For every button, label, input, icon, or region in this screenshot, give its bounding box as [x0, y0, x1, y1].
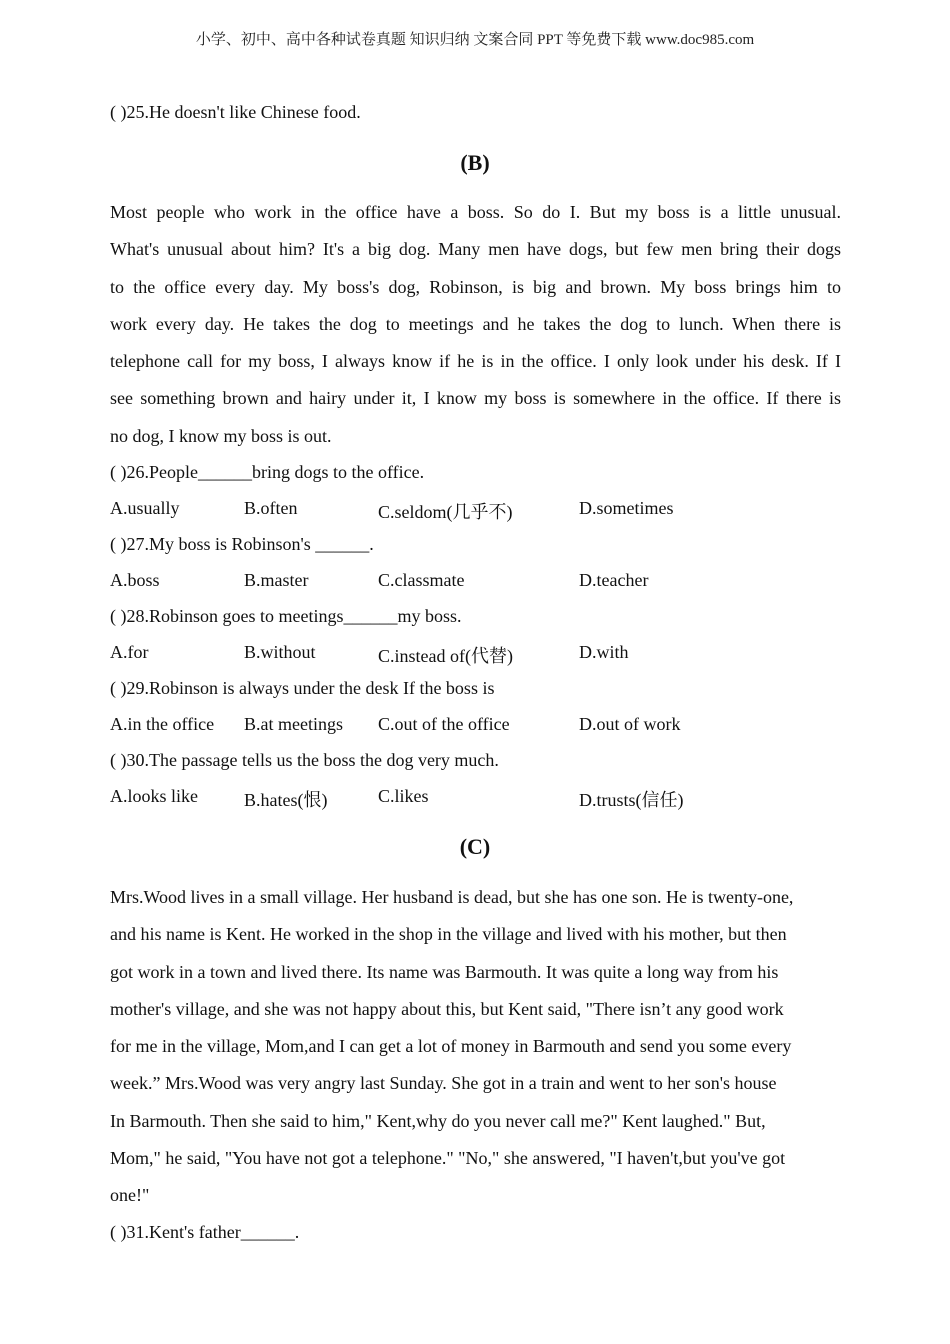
passage-line: work every day. He takes the dog to meetings and he takes the dog to lunch. When there is [110, 313, 841, 334]
passage-line: and his name is Kent. He worked in the shop in the village and lived with his mother, but then [110, 924, 787, 945]
question-31: ( )31.Kent's father______. [110, 1222, 300, 1242]
passage-line: What's unusual about him? It's a big dog. Many men have dogs, but few men bring their dogs [110, 239, 841, 260]
option-a: A.in the office [110, 714, 215, 734]
section-b-passage [110, 194, 841, 455]
option-c: C.out of the office [378, 714, 510, 734]
option-a: A.looks like [110, 786, 198, 806]
option-b: B.master [244, 570, 309, 590]
option-d: D.teacher [579, 570, 649, 590]
option-d: D.out of work [579, 714, 681, 734]
passage-line: got work in a town and lived there. Its name was Barmouth. It was quite a long way from his [110, 961, 779, 982]
passage-line: Mom," he said, "You have not got a telephone." "No," she answered, "I haven't,but you've got [110, 1148, 786, 1169]
option-b: B.at meetings [244, 714, 343, 734]
question-27: ( )27.My boss is Robinson's ______. [110, 534, 374, 554]
passage-line: Mrs.Wood lives in a small village. Her husband is dead, but she has one son. He is twenty-one, [110, 887, 794, 907]
option-b: B.often [244, 498, 298, 518]
passage-line: to the office every day. My boss's dog, Robinson, is big and brown. My boss brings him to [110, 276, 841, 297]
section-b-heading: (B) [460, 150, 490, 175]
option-a: A.usually [110, 498, 180, 518]
option-c: C.seldom(几乎不) [378, 502, 513, 522]
question-25: ( )25.He doesn't like Chinese food. [110, 102, 361, 122]
section-c-passage [110, 879, 841, 1215]
passage-line: In Barmouth. Then she said to him," Kent,why do you never call me?" Kent laughed." But, [110, 1110, 766, 1131]
section-c-heading: (C) [459, 834, 491, 859]
page-header: 小学、初中、高中各种试卷真题 知识归纳 文案合同 PPT 等免费下载 www.doc985.com [195, 32, 755, 48]
question-28: ( )28.Robinson goes to meetings______my boss. [110, 606, 462, 626]
passage-line: Most people who work in the office have a boss. So do I. But my boss is a little unusual. [110, 202, 841, 222]
option-a: A.boss [110, 570, 160, 590]
option-b: B.without [244, 642, 316, 662]
option-c: C.instead of(代替) [378, 646, 513, 666]
option-c: C.likes [378, 786, 429, 806]
option-a: A.for [110, 642, 149, 662]
question-26: ( )26.People______bring dogs to the office. [110, 462, 425, 482]
option-b: B.hates(恨) [244, 790, 328, 810]
option-d: D.trusts(信任) [579, 790, 684, 810]
passage-line: one!" [110, 1185, 150, 1206]
passage-line: telephone call for my boss, I always know if he is in the office. I only look under his desk. If I [110, 351, 841, 372]
option-c: C.classmate [378, 570, 465, 590]
question-29: ( )29.Robinson is always under the desk If the boss is [110, 678, 495, 698]
passage-line: week.” Mrs.Wood was very angry last Sunday. She got in a train and went to her son's house [110, 1073, 777, 1094]
passage-line: see something brown and hairy under it, I know my boss is somewhere in the office. If there is [110, 388, 841, 409]
passage-line: no dog, I know my boss is out. [110, 425, 332, 446]
option-d: D.with [579, 642, 629, 662]
question-30: ( )30.The passage tells us the boss the dog very much. [110, 750, 499, 770]
option-d: D.sometimes [579, 498, 674, 518]
passage-line: for me in the village, Mom,and I can get a lot of money in Barmouth and send you some every [110, 1036, 792, 1057]
passage-line: mother's village, and she was not happy about this, but Kent said, "There isn’t any good work [110, 998, 784, 1019]
